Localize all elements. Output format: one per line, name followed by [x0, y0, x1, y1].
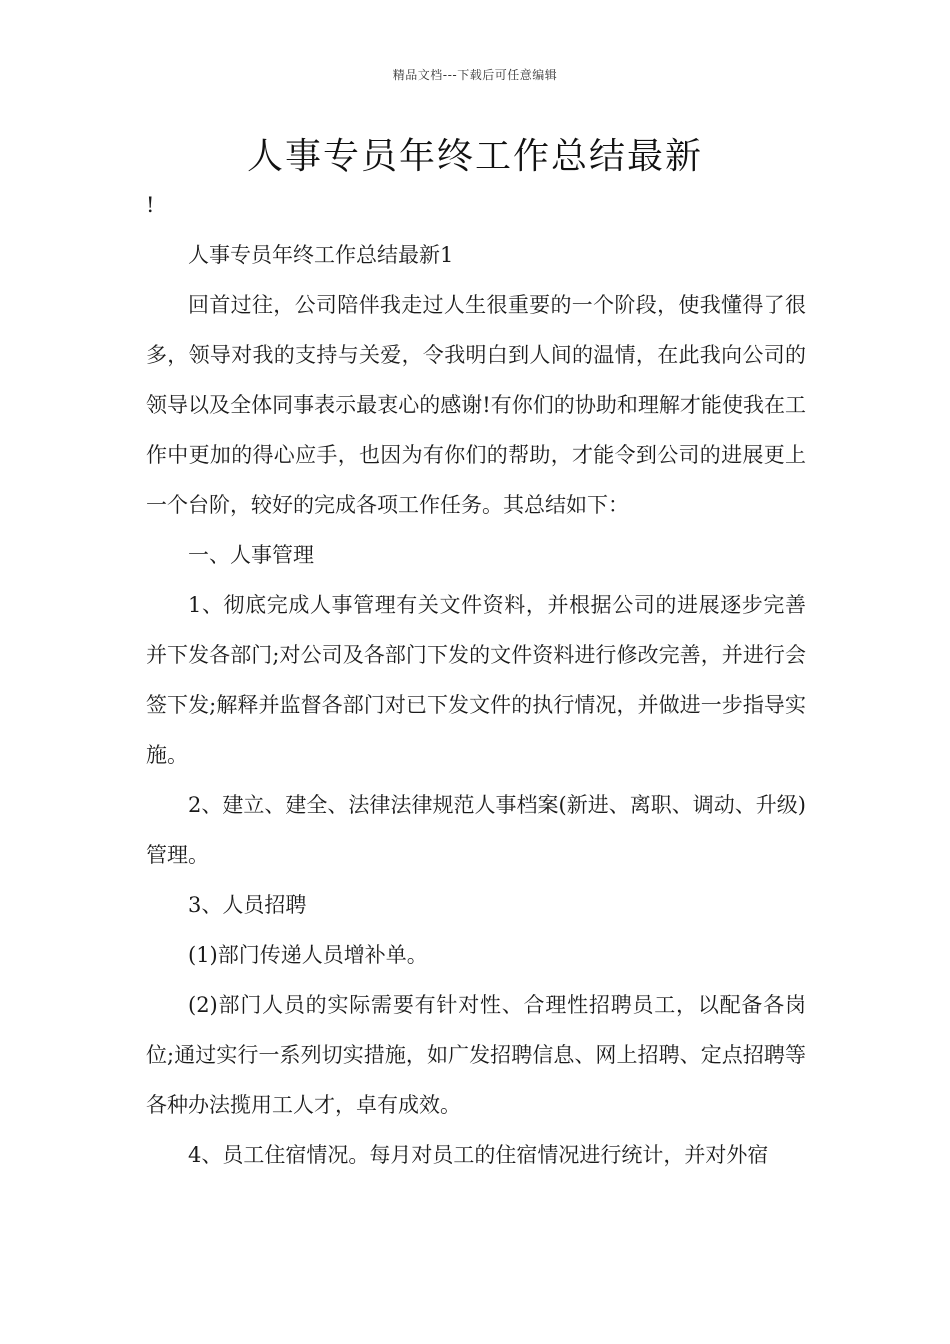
body-paragraph: 2、建立、建全、法律法律规范人事档案(新进、离职、调动、升级)管理。 — [146, 793, 806, 867]
header-note: 精品文档---下载后可任意编辑 — [392, 68, 558, 82]
section-heading: 人事专员年终工作总结最新1 — [188, 243, 454, 267]
body-paragraph: 1、彻底完成人事管理有关文件资料，并根据公司的进展逐步完善并下发各部门;对公司及各部门下发的文件资料进行修改完善，并进行会签下发;解释并监督各部门对已下发文件的执行情况，并做进一步指导实施。 — [146, 593, 806, 767]
body-paragraph: 4、员工住宿情况。每月对员工的住宿情况进行统计，并对外宿 — [188, 1143, 769, 1167]
list-item: (1)部门传递人员增补单。 — [188, 943, 428, 967]
document-title: 人事专员年终工作总结最新 — [246, 136, 703, 177]
document-body — [146, 180, 806, 1180]
list-item: (2)部门人员的实际需要有针对性、合理性招聘员工，以配备各岗位;通过实行一系列切实措施，如广发招聘信息、网上招聘、定点招聘等各种办法揽用工人才，卓有成效。 — [146, 993, 806, 1117]
intro-paragraph: 回首过往，公司陪伴我走过人生很重要的一个阶段，使我懂得了很多，领导对我的支持与关爱，令我明白到人间的温情，在此我向公司的领导以及全体同事表示最衷心的感谢!有你们的协助和理解才能使我在工作中更加的得心应手，也因为有你们的帮助，才能令到公司的进展更上一个台阶，较好的完成各项工作任务。其总结如下： — [146, 293, 806, 517]
subsection-heading: 3、人员招聘 — [188, 893, 307, 917]
section-heading: 一、人事管理 — [188, 543, 314, 567]
exclaim-line: ! — [146, 193, 155, 217]
